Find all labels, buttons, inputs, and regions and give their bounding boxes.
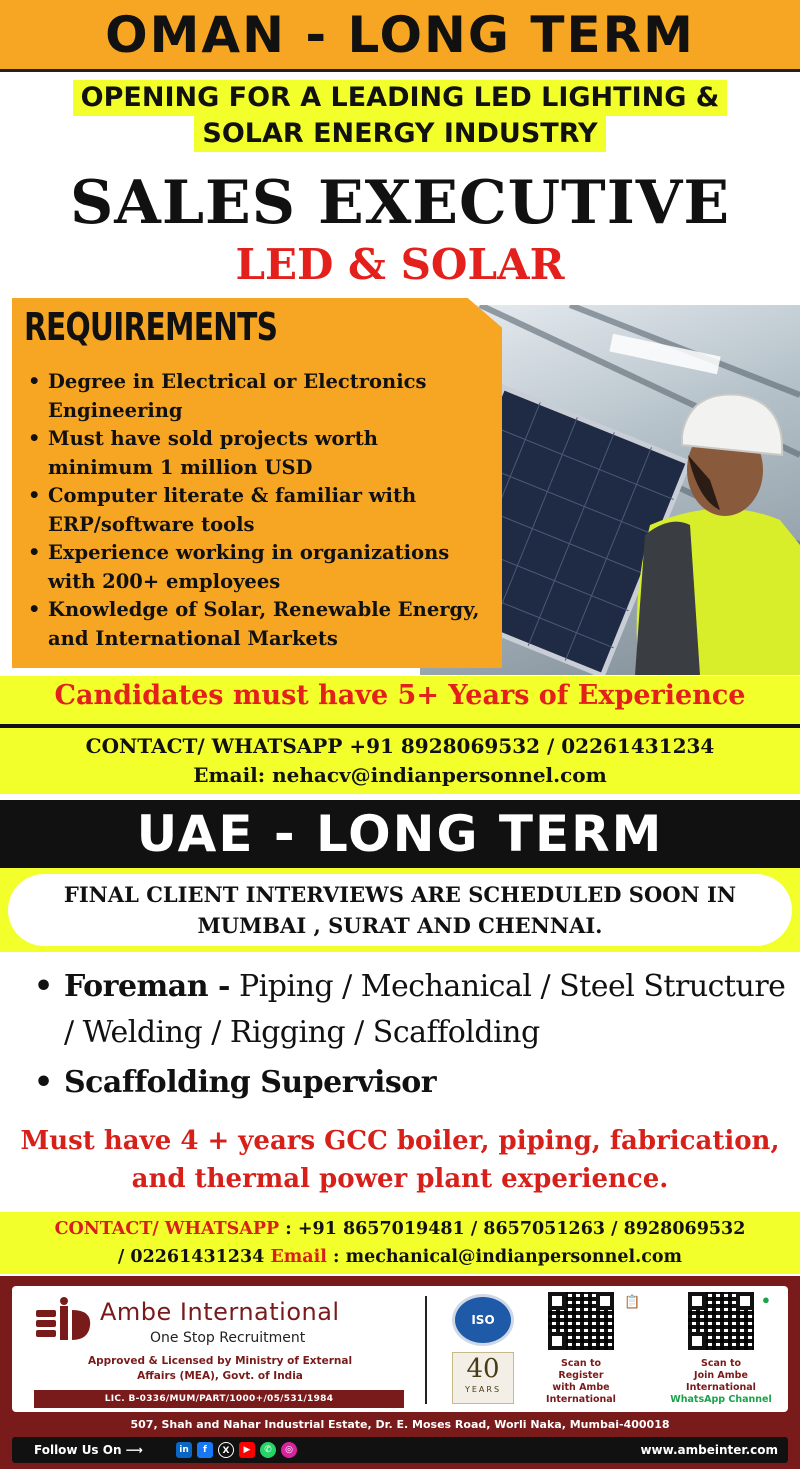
position-foreman: Foreman -	[64, 969, 230, 1004]
requirements-list	[26, 368, 506, 653]
whatsapp-qr-caption: Scan to Join Ambe International WhatsApp Channel	[670, 1358, 772, 1405]
opening-line-1: OPENING FOR A LEADING LED LIGHTING &	[73, 80, 728, 116]
register-qr-code[interactable]	[548, 1292, 614, 1350]
register-qr-caption: Scan to Register with Ambe International	[546, 1358, 616, 1405]
uae-email[interactable]: : mechanical@indianpersonnel.com	[326, 1247, 683, 1267]
job-title: SALES EXECUTIVE	[69, 168, 731, 238]
company-tagline: One Stop Recruitment	[150, 1330, 306, 1346]
divider	[0, 724, 800, 728]
company-address: 507, Shah and Nahar Industrial Estate, Dr. E. Moses Road, Worli Naka, Mumbai-400018	[130, 1418, 670, 1431]
license-number: LIC. B-0336/MUM/PART/1000+/05/531/1984	[34, 1390, 404, 1408]
contact-label: CONTACT/ WHATSAPP	[54, 1219, 280, 1239]
list-item: • Knowledge of Solar, Renewable Energy, and International Markets	[26, 596, 506, 653]
list-item	[32, 1060, 792, 1106]
interview-notice	[8, 874, 792, 946]
list-item: • Experience working in organizations with 200+ employees	[26, 539, 506, 596]
opening-banner	[0, 80, 800, 152]
oman-title: OMAN - LONG TERM	[105, 5, 695, 64]
follow-us-label: Follow Us On ⟶	[34, 1443, 143, 1457]
iso-certified-badge: ISO	[452, 1294, 514, 1346]
website-link[interactable]: www.ambeinter.com	[640, 1443, 778, 1457]
youtube-icon[interactable]: ▶	[239, 1442, 255, 1458]
instagram-icon[interactable]: ◎	[281, 1442, 297, 1458]
experience-requirement: Candidates must have 5+ Years of Experience	[54, 680, 746, 711]
linkedin-icon[interactable]: in	[176, 1442, 192, 1458]
requirements-heading: REQUIREMENTS	[24, 305, 278, 349]
position-scaffolding-supervisor: Scaffolding Supervisor	[64, 1065, 437, 1100]
list-item: • Must have sold projects worth minimum 1 million USD	[26, 425, 506, 482]
forty-years-badge: 40 YEARS	[452, 1352, 514, 1404]
oman-header-bar	[0, 0, 800, 72]
ambe-logo-icon	[34, 1296, 94, 1344]
uae-phone-numbers[interactable]: : +91 8657019481 / 8657051263 / 8928069532	[279, 1219, 746, 1239]
positions-list	[32, 964, 792, 1106]
x-icon[interactable]: X	[218, 1442, 234, 1458]
list-item: • Foreman - Piping / Mechanical / Steel Structure / Welding / Rigging / Scaffolding	[32, 964, 792, 1056]
opening-line-2: SOLAR ENERGY INDUSTRY	[194, 116, 605, 152]
list-item: • Degree in Electrical or Electronics Engineering	[26, 368, 506, 425]
oman-contact	[0, 732, 800, 790]
list-item: • Computer literate & familiar with ERP/software tools	[26, 482, 506, 539]
uae-contact: CONTACT/ WHATSAPP : +91 8657019481 / 8657051263 / 8928069532 / 02261431234 Email : mechanical@indianpersonnel.com	[54, 1219, 746, 1267]
interview-line-2: MUMBAI , SURAT AND CHENNAI.	[197, 913, 603, 938]
uae-requirement: Must have 4 + years GCC boiler, piping, fabrication, and thermal power plant experience.	[20, 1126, 780, 1194]
uae-header-bar	[0, 800, 800, 868]
arrow-right-icon: ⟶	[125, 1443, 143, 1457]
whatsapp-icon: ●	[762, 1292, 770, 1307]
job-subtitle: LED & SOLAR	[235, 240, 565, 289]
oman-phone-line[interactable]: CONTACT/ WHATSAPP +91 8928069532 / 02261431234	[85, 734, 715, 758]
uae-title: UAE - LONG TERM	[136, 805, 664, 863]
interview-line-1: FINAL CLIENT INTERVIEWS ARE SCHEDULED SOON IN	[63, 882, 737, 907]
footer-divider	[425, 1296, 427, 1404]
whatsapp-qr-code[interactable]	[688, 1292, 754, 1350]
oman-email-line[interactable]: Email: nehacv@indianpersonnel.com	[193, 763, 607, 787]
facebook-icon[interactable]: f	[197, 1442, 213, 1458]
email-label: Email	[270, 1247, 327, 1267]
form-icon: 📋	[624, 1294, 641, 1309]
company-name: Ambe International	[100, 1298, 340, 1326]
approval-text: Approved & Licensed by Ministry of External Affairs (MEA), Govt. of India	[87, 1355, 353, 1382]
whatsapp-social-icon[interactable]: ✆	[260, 1442, 276, 1458]
